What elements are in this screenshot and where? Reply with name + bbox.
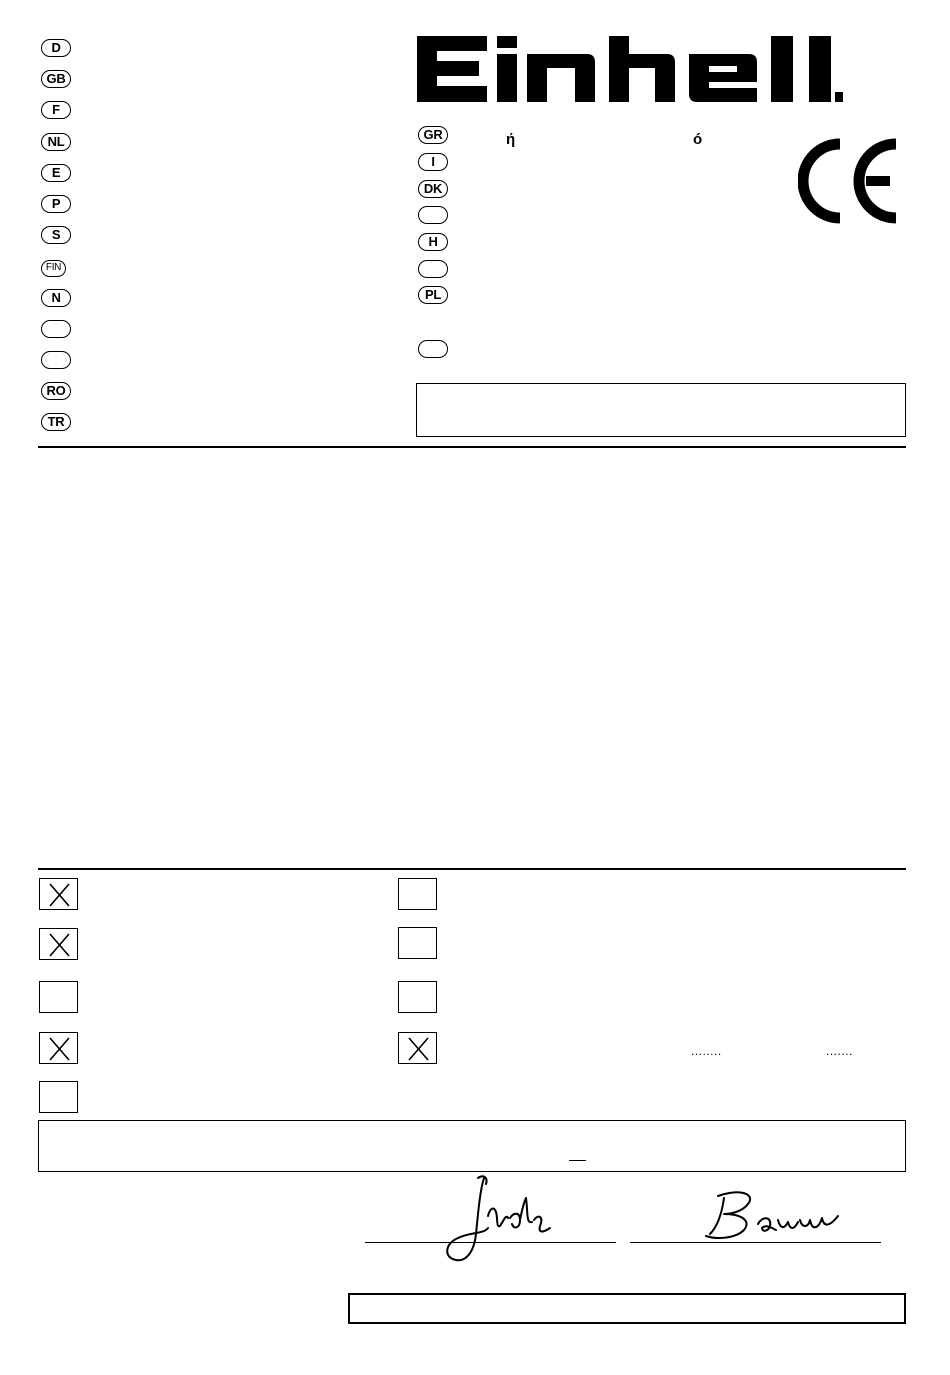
x-mark-icon [399, 1033, 438, 1065]
checkbox-right-1[interactable] [398, 878, 437, 910]
info-frame-bottom [38, 1120, 906, 1172]
checkbox-left-5[interactable] [39, 1081, 78, 1113]
lang-badge-empty-1 [41, 320, 71, 338]
lang-badge-f: F [41, 101, 71, 119]
footer-box [348, 1293, 906, 1324]
lang-badge-s: S [41, 226, 71, 244]
lang-badge-empty-3 [418, 206, 448, 224]
lang-badge-d: D [41, 39, 71, 57]
checkbox-left-1[interactable] [39, 878, 78, 910]
lang-badge-e: E [41, 164, 71, 182]
dotted-field-b: ....... [826, 1044, 853, 1058]
signature-right [700, 1184, 845, 1244]
short-dash [569, 1160, 586, 1161]
dotted-field-a: ........ [691, 1044, 722, 1058]
lang-badge-n: N [41, 289, 71, 307]
lang-badge-ro: RO [41, 382, 71, 400]
lang-badge-tr: TR [41, 413, 71, 431]
x-mark-icon [40, 879, 79, 911]
lang-badge-dk: DK [418, 180, 448, 198]
x-mark-icon [40, 1033, 79, 1065]
einhell-logo [417, 36, 869, 102]
info-frame-top [416, 383, 906, 437]
lang-badge-pl: PL [418, 286, 448, 304]
lang-badge-i: I [418, 153, 448, 171]
checkbox-left-4[interactable] [39, 1032, 78, 1064]
divider-bottom [38, 868, 906, 870]
ce-mark-icon [798, 138, 900, 224]
x-mark-icon [40, 929, 79, 961]
lang-badge-fin: FIN [41, 260, 66, 277]
checkbox-right-2[interactable] [398, 927, 437, 959]
lang-badge-h: H [418, 233, 448, 251]
checkbox-left-2[interactable] [39, 928, 78, 960]
lang-badge-gb: GB [41, 70, 71, 88]
greek-fragment-a: ή [506, 131, 516, 148]
lang-badge-gr: GR [418, 126, 448, 144]
checkbox-left-3[interactable] [39, 981, 78, 1013]
divider-top [38, 446, 906, 448]
greek-fragment-b: ó [693, 131, 703, 148]
signature-left [440, 1172, 560, 1267]
lang-badge-empty-5 [418, 340, 448, 358]
lang-badge-empty-4 [418, 260, 448, 278]
lang-badge-empty-2 [41, 351, 71, 369]
checkbox-right-3[interactable] [398, 981, 437, 1013]
lang-badge-p: P [41, 195, 71, 213]
lang-badge-nl: NL [41, 133, 71, 151]
checkbox-right-4[interactable] [398, 1032, 437, 1064]
